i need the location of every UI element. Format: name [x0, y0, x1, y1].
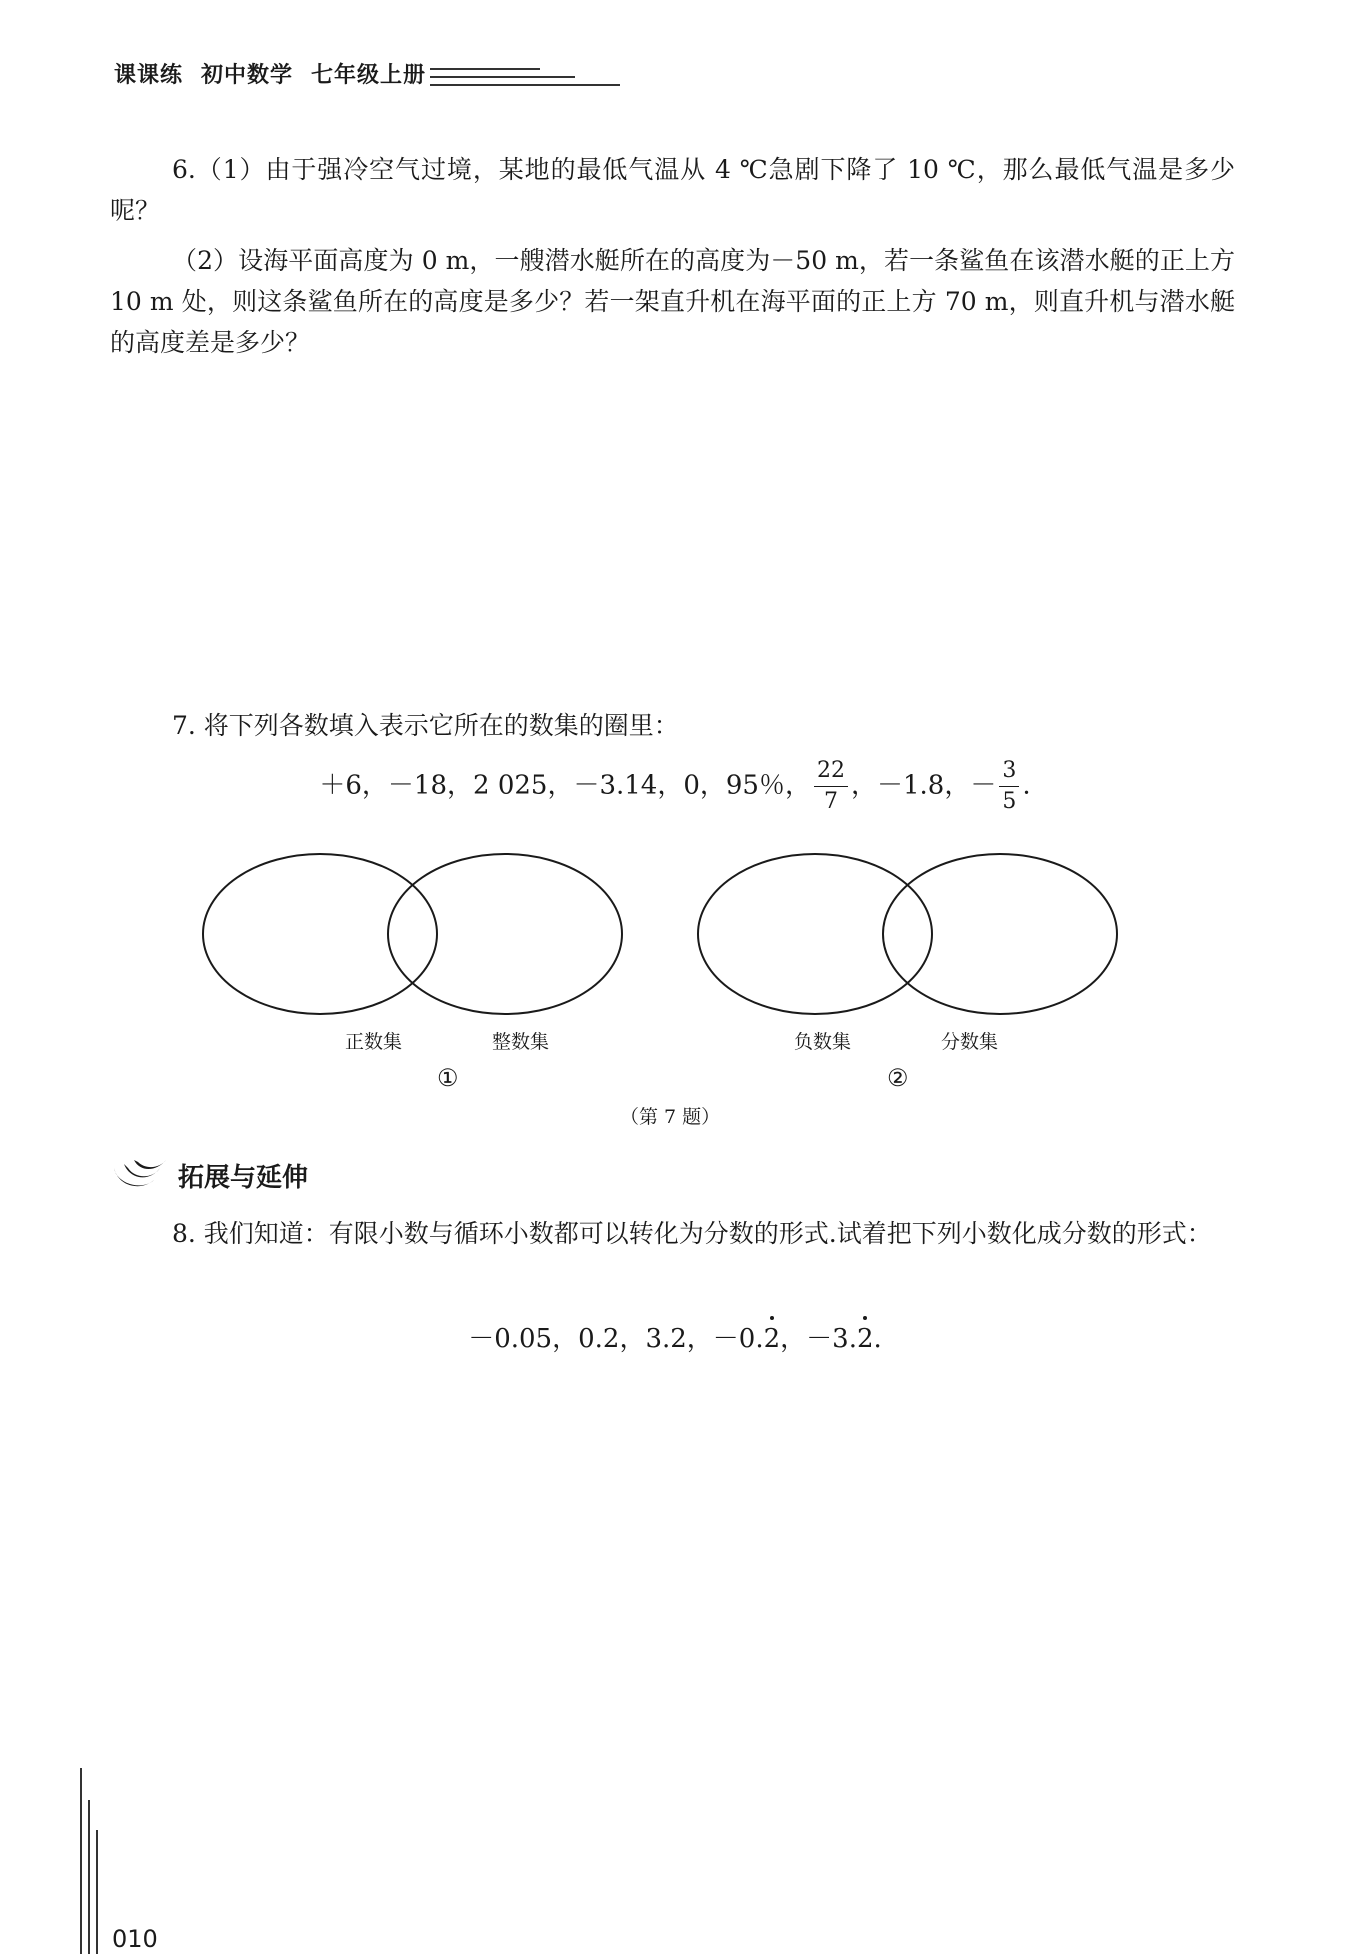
decimal-list-end: . — [873, 1324, 882, 1354]
question-6-part-1: 6.（1）由于强冷空气过境，某地的最低气温从 4 ℃急剧下降了 10 ℃，那么最低气温是多少呢？ — [110, 155, 1235, 225]
question-7-prompt: 7. 将下列各数填入表示它所在的数集的圈里： — [172, 711, 679, 740]
margin-bar-3 — [96, 1830, 98, 1954]
question-6-part-2: （2）设海平面高度为 0 m，一艘潜水艇所在的高度为－50 m，若一条鲨鱼在该潜水艇的正上方 10 m 处，则这条鲨鱼所在的高度是多少？若一架直升机在海平面的正上方 70 m，则直升机与潜水艇的高度差是多少？ — [110, 246, 1235, 357]
repeating-digit-2: 2 — [856, 1324, 874, 1354]
page-number: 010 — [112, 1925, 158, 1953]
decimal-list-middle: ，－3. — [780, 1324, 857, 1354]
section-title: 拓展与延伸 — [178, 1163, 309, 1193]
venn-1-marker: ① — [437, 1064, 459, 1092]
venn-diagrams — [0, 850, 1350, 1020]
venn-2-left-label: 负数集 — [794, 1031, 852, 1053]
header-rule-bottom — [430, 84, 620, 86]
venn-1-right-ellipse — [388, 854, 622, 1014]
venn-2-left-ellipse — [698, 854, 932, 1014]
number-list-end: . — [1022, 770, 1031, 801]
venn-2-marker: ② — [887, 1064, 909, 1092]
margin-bar-2 — [88, 1800, 90, 1954]
number-list-lead: ＋6，－18，2 025，－3.14，0，95％， — [319, 770, 811, 801]
fraction-numerator: 22 — [814, 760, 848, 787]
running-header — [114, 58, 444, 89]
venn-1-right-label: 整数集 — [492, 1031, 550, 1053]
margin-bar-1 — [80, 1768, 82, 1954]
question-8-prompt: 8. 我们知道：有限小数与循环小数都可以转化为分数的形式.试着把下列小数化成分数的形式： — [172, 1219, 1212, 1248]
fraction-22-over-7 — [814, 760, 848, 813]
number-list-middle: ，－1.8，－ — [850, 770, 997, 801]
fraction-numerator: 3 — [999, 760, 1019, 787]
question-7-number-list — [0, 760, 1350, 813]
subject-name: 初中数学 — [201, 63, 294, 88]
series-name: 课课练 — [114, 63, 184, 88]
fraction-denominator: 7 — [823, 789, 838, 814]
header-rule-middle — [430, 76, 575, 78]
venn-1-left-label: 正数集 — [345, 1031, 403, 1053]
venn-2-right-ellipse — [883, 854, 1117, 1014]
figure-caption: （第 7 题） — [620, 1106, 721, 1128]
venn-1-left-ellipse — [203, 854, 437, 1014]
fraction-denominator: 5 — [1002, 789, 1017, 814]
volume-name: 七年级上册 — [311, 63, 427, 88]
section-heading — [178, 1157, 308, 1194]
header-rule-top — [430, 68, 540, 70]
fraction-3-over-5 — [999, 760, 1019, 813]
swoosh-icon — [110, 1158, 170, 1200]
repeating-digit-1: 2 — [763, 1324, 781, 1354]
question-8-decimal-list — [0, 1318, 1350, 1355]
venn-2-right-label: 分数集 — [941, 1031, 999, 1053]
decimal-list-lead: －0.05，0.2，3.2，－0. — [468, 1324, 764, 1354]
